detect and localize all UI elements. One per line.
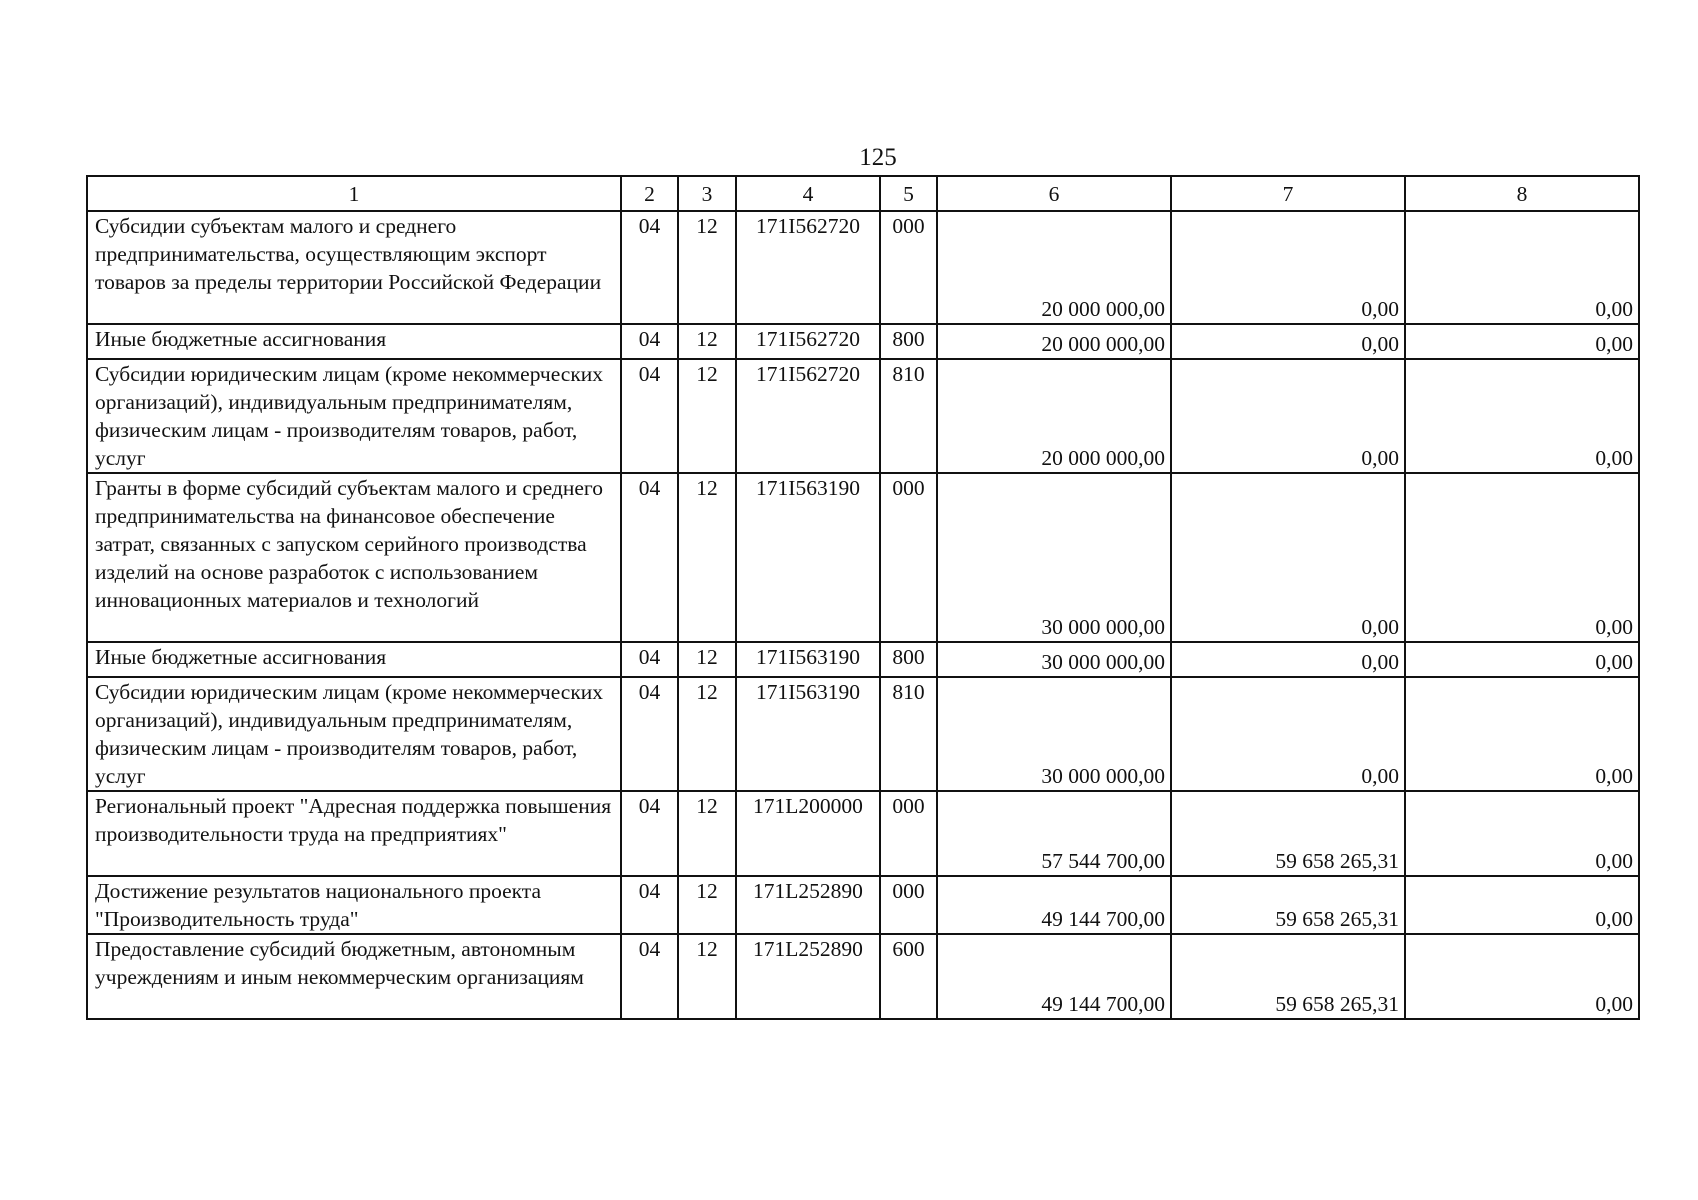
- expense-type-code: 000: [880, 473, 937, 642]
- subsection-code: 12: [678, 876, 736, 934]
- amount-col6: 57 544 700,00: [937, 791, 1171, 876]
- section-code: 04: [621, 876, 678, 934]
- amount-col7: 59 658 265,31: [1171, 791, 1405, 876]
- amount-col6: 49 144 700,00: [937, 876, 1171, 934]
- row-name: Региональный проект "Адресная поддержка повышения производительности труда на предприятиях": [87, 791, 621, 876]
- table-row: [87, 642, 1639, 677]
- table-row: [87, 359, 1639, 473]
- row-name: Гранты в форме субсидий субъектам малого и среднего предпринимательства на финансовое обеспечение затрат, связанных с запуском серийного производства изделий на основе разработок с использованием инновационных материалов и технологий: [87, 473, 621, 642]
- table-row: [87, 324, 1639, 359]
- amount-col7: 0,00: [1171, 211, 1405, 324]
- row-name: Субсидии субъектам малого и среднего предпринимательства, осуществляющим экспорт товаров за пределы территории Российской Федерации: [87, 211, 621, 324]
- amount-col7: 0,00: [1171, 473, 1405, 642]
- amount-col8: 0,00: [1405, 359, 1639, 473]
- table-row: [87, 791, 1639, 876]
- subsection-code: 12: [678, 791, 736, 876]
- amount-col8: 0,00: [1405, 876, 1639, 934]
- amount-col6: 30 000 000,00: [937, 677, 1171, 791]
- table-row: [87, 677, 1639, 791]
- amount-col6: 20 000 000,00: [937, 211, 1171, 324]
- amount-col7: 0,00: [1171, 642, 1405, 677]
- subsection-code: 12: [678, 473, 736, 642]
- target-article-code: 171I563190: [736, 677, 880, 791]
- row-name: Субсидии юридическим лицам (кроме некоммерческих организаций), индивидуальным предпринимателям, физическим лицам - производителям товаров, работ, услуг: [87, 677, 621, 791]
- table-row: [87, 211, 1639, 324]
- target-article-code: 171I562720: [736, 324, 880, 359]
- row-name: Субсидии юридическим лицам (кроме некоммерческих организаций), индивидуальным предпринимателям, физическим лицам - производителям товаров, работ, услуг: [87, 359, 621, 473]
- section-code: 04: [621, 473, 678, 642]
- subsection-code: 12: [678, 211, 736, 324]
- expense-type-code: 810: [880, 677, 937, 791]
- column-header: 7: [1171, 176, 1405, 211]
- expense-type-code: 800: [880, 642, 937, 677]
- column-header: 6: [937, 176, 1171, 211]
- expense-type-code: 600: [880, 934, 937, 1019]
- amount-col8: 0,00: [1405, 791, 1639, 876]
- column-header: 2: [621, 176, 678, 211]
- section-code: 04: [621, 934, 678, 1019]
- expense-type-code: 000: [880, 791, 937, 876]
- amount-col8: 0,00: [1405, 642, 1639, 677]
- amount-col7: 0,00: [1171, 359, 1405, 473]
- target-article-code: 171I563190: [736, 473, 880, 642]
- amount-col6: 20 000 000,00: [937, 359, 1171, 473]
- section-code: 04: [621, 359, 678, 473]
- subsection-code: 12: [678, 642, 736, 677]
- table-row: [87, 473, 1639, 642]
- section-code: 04: [621, 211, 678, 324]
- amount-col8: 0,00: [1405, 211, 1639, 324]
- amount-col6: 20 000 000,00: [937, 324, 1171, 359]
- row-name: Иные бюджетные ассигнования: [87, 642, 621, 677]
- column-header: 5: [880, 176, 937, 211]
- header-row: [87, 176, 1639, 211]
- target-article-code: 171L252890: [736, 934, 880, 1019]
- column-header: 1: [87, 176, 621, 211]
- amount-col6: 30 000 000,00: [937, 473, 1171, 642]
- amount-col7: 59 658 265,31: [1171, 876, 1405, 934]
- subsection-code: 12: [678, 324, 736, 359]
- target-article-code: 171I562720: [736, 359, 880, 473]
- table-row: [87, 876, 1639, 934]
- expense-type-code: 800: [880, 324, 937, 359]
- subsection-code: 12: [678, 677, 736, 791]
- target-article-code: 171L252890: [736, 876, 880, 934]
- amount-col8: 0,00: [1405, 473, 1639, 642]
- target-article-code: 171L200000: [736, 791, 880, 876]
- row-name: Иные бюджетные ассигнования: [87, 324, 621, 359]
- amount-col6: 49 144 700,00: [937, 934, 1171, 1019]
- section-code: 04: [621, 677, 678, 791]
- amount-col6: 30 000 000,00: [937, 642, 1171, 677]
- column-header: 4: [736, 176, 880, 211]
- subsection-code: 12: [678, 359, 736, 473]
- expense-type-code: 000: [880, 211, 937, 324]
- target-article-code: 171I562720: [736, 211, 880, 324]
- column-header: 8: [1405, 176, 1639, 211]
- amount-col8: 0,00: [1405, 934, 1639, 1019]
- target-article-code: 171I563190: [736, 642, 880, 677]
- expense-type-code: 000: [880, 876, 937, 934]
- amount-col8: 0,00: [1405, 324, 1639, 359]
- budget-table: [86, 175, 1640, 1020]
- section-code: 04: [621, 791, 678, 876]
- expense-type-code: 810: [880, 359, 937, 473]
- row-name: Предоставление субсидий бюджетным, автономным учреждениям и иным некоммерческим организациям: [87, 934, 621, 1019]
- amount-col8: 0,00: [1405, 677, 1639, 791]
- amount-col7: 0,00: [1171, 677, 1405, 791]
- row-name: Достижение результатов национального проекта "Производительность труда": [87, 876, 621, 934]
- page-number: 125: [859, 144, 897, 171]
- section-code: 04: [621, 324, 678, 359]
- subsection-code: 12: [678, 934, 736, 1019]
- amount-col7: 59 658 265,31: [1171, 934, 1405, 1019]
- amount-col7: 0,00: [1171, 324, 1405, 359]
- section-code: 04: [621, 642, 678, 677]
- column-header: 3: [678, 176, 736, 211]
- table-row: [87, 934, 1639, 1019]
